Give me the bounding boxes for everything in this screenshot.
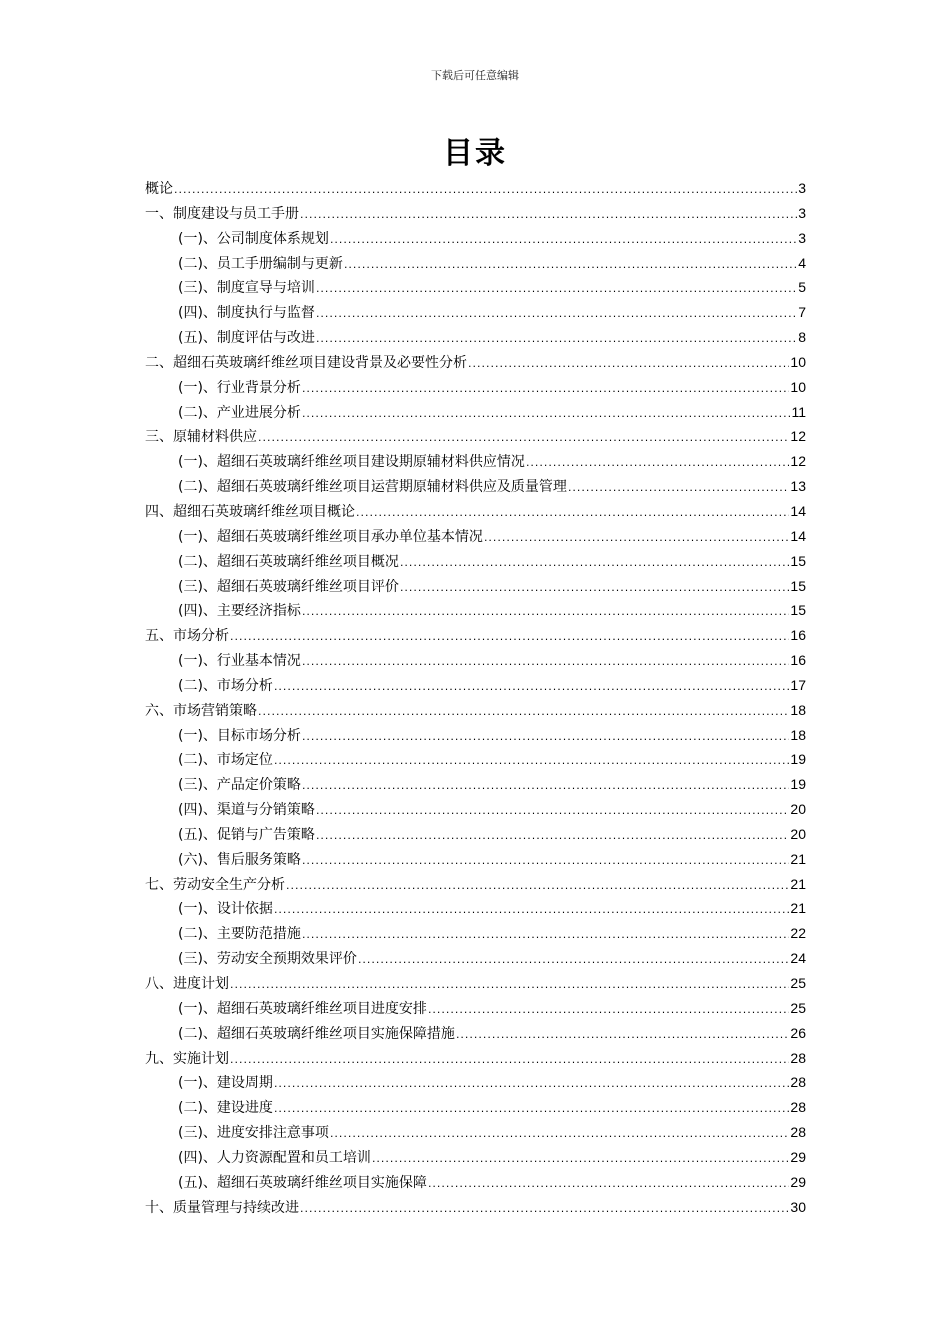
dot-leader — [274, 1072, 789, 1097]
dot-leader — [300, 1197, 789, 1222]
toc-entry[interactable] — [145, 598, 806, 623]
toc-page-number: 3 — [798, 204, 806, 221]
toc-page-number: 5 — [798, 279, 806, 296]
toc-page-number: 10 — [790, 378, 806, 395]
toc-page-number: 19 — [790, 776, 806, 793]
toc-entry-text: 七、劳动安全生产分析 — [145, 876, 285, 893]
toc-page-number: 10 — [790, 353, 806, 370]
dot-leader — [456, 1023, 789, 1048]
dot-leader — [330, 1122, 789, 1147]
toc-page-number: 13 — [790, 478, 806, 495]
toc-entry-text: (三)、产品定价策略 — [178, 777, 301, 794]
toc-entry[interactable] — [145, 574, 806, 599]
toc-page-number: 17 — [790, 676, 806, 693]
toc-page-number: 19 — [790, 751, 806, 768]
toc-title: 目录 — [443, 136, 507, 171]
dot-leader — [274, 675, 789, 700]
dot-leader — [230, 1048, 789, 1073]
dot-leader — [316, 302, 797, 327]
toc-entry[interactable] — [145, 1021, 806, 1046]
toc-entry-text: (二)、市场定位 — [178, 752, 273, 769]
toc-entry[interactable] — [145, 847, 806, 872]
toc-entry[interactable] — [145, 375, 806, 400]
toc-page-number: 3 — [798, 180, 806, 196]
toc-entry-text: (一)、超细石英玻璃纤维丝项目建设期原辅材料供应情况 — [178, 454, 525, 471]
toc-page-number: 25 — [790, 975, 806, 991]
toc-entry-text: 四、超细石英玻璃纤维丝项目概论 — [145, 503, 355, 520]
toc-entry[interactable] — [145, 747, 806, 772]
dot-leader — [230, 973, 789, 998]
dot-leader — [302, 650, 789, 675]
toc-entry[interactable] — [145, 1145, 806, 1170]
toc-entry-text: 概论 — [145, 181, 173, 197]
toc-entry-text: (二)、市场分析 — [178, 677, 273, 694]
toc-entry-text: 五、市场分析 — [145, 628, 229, 645]
toc-entry[interactable] — [145, 648, 806, 673]
dot-leader — [400, 576, 789, 601]
toc-page-number: 28 — [790, 1124, 806, 1141]
toc-entry-text: 三、原辅材料供应 — [145, 429, 257, 446]
toc-entry[interactable] — [145, 1046, 806, 1071]
toc-page-number: 8 — [798, 329, 806, 346]
dot-leader — [358, 948, 789, 973]
dot-leader — [484, 526, 789, 551]
toc-page-number: 15 — [790, 602, 806, 619]
toc-page-number: 7 — [798, 304, 806, 321]
toc-entry[interactable] — [145, 474, 806, 499]
toc-entry-text: (四)、渠道与分销策略 — [178, 802, 315, 819]
toc-entry[interactable] — [145, 872, 806, 897]
toc-page-number: 20 — [790, 825, 806, 842]
toc-entry[interactable] — [145, 1195, 806, 1220]
toc-entry[interactable] — [145, 325, 806, 350]
toc-entry-text: (二)、产业进展分析 — [178, 404, 301, 421]
dot-leader — [274, 898, 789, 923]
toc-entry[interactable] — [145, 996, 806, 1021]
toc-page-number: 21 — [790, 875, 806, 892]
toc-entry[interactable] — [145, 946, 806, 971]
toc-entry[interactable] — [145, 797, 806, 822]
toc-entry-text: (一)、超细石英玻璃纤维丝项目进度安排 — [178, 1000, 427, 1017]
dot-leader — [302, 725, 789, 750]
dot-leader — [286, 874, 789, 899]
toc-entry[interactable] — [145, 896, 806, 921]
toc-entry[interactable] — [145, 673, 806, 698]
dot-leader — [302, 402, 791, 427]
toc-entry-text: (一)、目标市场分析 — [178, 727, 301, 744]
dot-leader — [428, 1172, 789, 1197]
toc-entry-text: 十、质量管理与持续改进 — [145, 1199, 299, 1216]
toc-page-number: 30 — [790, 1198, 806, 1215]
toc-entry[interactable] — [145, 350, 806, 375]
toc-entry[interactable] — [145, 226, 806, 251]
dot-leader — [428, 998, 789, 1023]
toc-entry[interactable] — [145, 723, 806, 748]
toc-page-number: 28 — [790, 1099, 806, 1116]
toc-entry[interactable] — [145, 1170, 806, 1195]
toc-entry[interactable] — [145, 424, 806, 449]
toc-entry[interactable] — [145, 822, 806, 847]
dot-leader — [344, 253, 797, 278]
toc-page-number: 21 — [790, 850, 806, 867]
dot-leader — [302, 600, 789, 625]
toc-page-number: 24 — [790, 950, 806, 967]
dot-leader — [568, 476, 789, 501]
toc-entry[interactable] — [145, 176, 806, 201]
toc-page-number: 25 — [790, 999, 806, 1016]
dot-leader — [316, 277, 797, 302]
toc-entry[interactable] — [145, 524, 806, 549]
toc-page-number: 15 — [790, 577, 806, 594]
toc-entry-text: (一)、行业背景分析 — [178, 379, 301, 396]
dot-leader — [258, 700, 789, 725]
dot-leader — [356, 501, 789, 526]
toc-entry-text: 八、进度计划 — [145, 976, 229, 992]
toc-entry-text: (一)、公司制度体系规划 — [178, 230, 329, 247]
toc-entry[interactable] — [145, 275, 806, 300]
toc-entry-text: (二)、超细石英玻璃纤维丝项目运营期原辅材料供应及质量管理 — [178, 479, 567, 496]
toc-entry[interactable] — [145, 400, 806, 425]
toc-entry-text: (五)、制度评估与改进 — [178, 330, 315, 347]
dot-leader — [302, 377, 789, 402]
toc-page-number: 15 — [790, 552, 806, 569]
dot-leader — [274, 749, 789, 774]
toc-entry-text: 一、制度建设与员工手册 — [145, 205, 299, 222]
toc-page-number: 16 — [790, 652, 806, 669]
toc-page-number: 12 — [790, 428, 806, 445]
toc-entry-text: (二)、超细石英玻璃纤维丝项目概况 — [178, 553, 399, 570]
toc-entry-text: (四)、主要经济指标 — [178, 603, 301, 620]
toc-page-number: 11 — [791, 403, 806, 420]
toc-page-number: 18 — [790, 726, 806, 743]
dot-leader — [316, 799, 789, 824]
toc-entry-text: (四)、制度执行与监督 — [178, 305, 315, 322]
toc-entry-text: (一)、设计依据 — [178, 901, 273, 918]
toc-entry-text: (三)、劳动安全预期效果评价 — [178, 951, 357, 968]
toc-entry-text: (三)、超细石英玻璃纤维丝项目评价 — [178, 578, 399, 595]
toc-entry-text: (三)、制度宣导与培训 — [178, 280, 315, 297]
dot-leader — [316, 824, 789, 849]
dot-leader — [316, 327, 797, 352]
toc-entry[interactable] — [145, 201, 806, 226]
toc-entry-text: 九、实施计划 — [145, 1050, 229, 1067]
toc-page-number: 26 — [790, 1024, 806, 1041]
toc-page-number: 18 — [790, 701, 806, 718]
toc-entry[interactable] — [145, 549, 806, 574]
toc-entry[interactable] — [145, 1095, 806, 1120]
toc-entry[interactable] — [145, 300, 806, 325]
toc-page-number: 22 — [790, 925, 806, 942]
toc-entry[interactable] — [145, 698, 806, 723]
dot-leader — [400, 551, 789, 576]
toc-entry-text: 六、市场营销策略 — [145, 702, 257, 719]
dot-leader — [302, 849, 789, 874]
dot-leader — [468, 352, 789, 377]
toc-entry[interactable] — [145, 921, 806, 946]
dot-leader — [372, 1147, 789, 1172]
dot-leader — [230, 625, 789, 650]
toc-entry[interactable] — [145, 772, 806, 797]
dot-leader — [258, 426, 789, 451]
toc-entry-text: (二)、建设进度 — [178, 1100, 273, 1117]
toc-page-number: 12 — [790, 453, 806, 470]
toc-page-number: 20 — [790, 801, 806, 818]
toc-page-number: 4 — [798, 254, 806, 271]
toc-entry[interactable] — [145, 251, 806, 276]
toc-page-number: 28 — [790, 1074, 806, 1091]
toc-entry[interactable] — [145, 499, 806, 524]
toc-entry[interactable] — [145, 971, 806, 996]
toc-entry-text: (一)、建设周期 — [178, 1075, 273, 1092]
toc-page-number: 14 — [790, 502, 806, 519]
toc-entry-text: (五)、促销与广告策略 — [178, 826, 315, 843]
dot-leader — [302, 774, 789, 799]
toc-entry-text: (三)、进度安排注意事项 — [178, 1125, 329, 1142]
toc-page-number: 14 — [790, 527, 806, 544]
toc-page-number: 21 — [790, 900, 806, 917]
toc-page-number: 16 — [790, 627, 806, 644]
toc-entry-text: 二、超细石英玻璃纤维丝项目建设背景及必要性分析 — [145, 354, 467, 371]
toc-entry-text: (四)、人力资源配置和员工培训 — [178, 1149, 371, 1166]
header-note: 下载后可任意编辑 — [431, 69, 519, 82]
toc-page-number: 3 — [798, 229, 806, 246]
toc-entry-text: (二)、员工手册编制与更新 — [178, 255, 343, 272]
toc-entry-text: (一)、超细石英玻璃纤维丝项目承办单位基本情况 — [178, 528, 483, 545]
toc-entry-text: (二)、超细石英玻璃纤维丝项目实施保障措施 — [178, 1025, 455, 1042]
dot-leader — [300, 203, 797, 228]
toc-entry[interactable] — [145, 1070, 806, 1095]
table-of-contents — [145, 176, 806, 1219]
toc-page-number: 28 — [790, 1049, 806, 1066]
toc-entry-text: (五)、超细石英玻璃纤维丝项目实施保障 — [178, 1174, 427, 1191]
toc-entry[interactable] — [145, 1120, 806, 1145]
toc-page-number: 29 — [790, 1173, 806, 1190]
toc-entry-text: (二)、主要防范措施 — [178, 926, 301, 943]
dot-leader — [302, 923, 789, 948]
toc-page-number: 29 — [790, 1148, 806, 1165]
dot-leader — [330, 228, 797, 253]
dot-leader — [274, 1097, 789, 1122]
dot-leader — [174, 178, 797, 203]
toc-entry-text: (六)、售后服务策略 — [178, 851, 301, 868]
toc-entry[interactable] — [145, 623, 806, 648]
dot-leader — [526, 451, 789, 476]
toc-entry[interactable] — [145, 449, 806, 474]
toc-entry-text: (一)、行业基本情况 — [178, 653, 301, 670]
